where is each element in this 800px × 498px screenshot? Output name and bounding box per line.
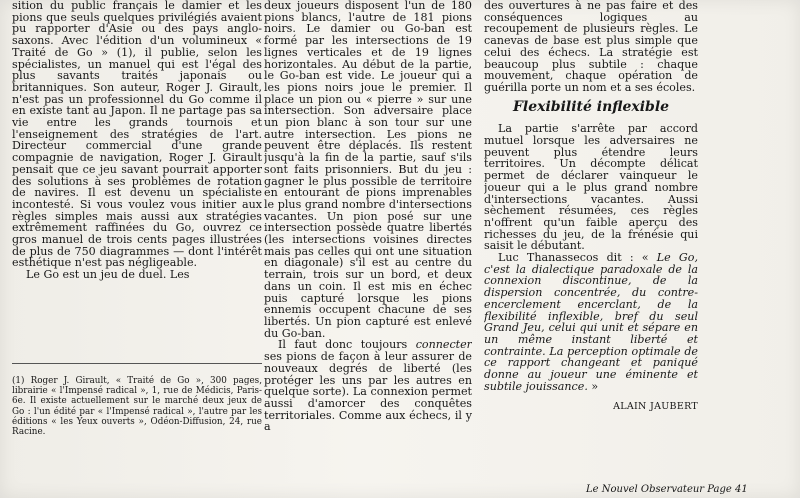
footnote-divider <box>12 363 262 364</box>
author-signature: ALAIN JAUBERT <box>613 400 698 412</box>
column-2-paragraph-2-rest: ses pions de façon à leur assurer de nouveaux degrés de liberté (les protéger les uns par les autres en quelque sorte). La connexion permet aussi d'amorcer des conquêtes territoriales. Comme aux échecs, il y a <box>264 350 472 434</box>
column-2-paragraph-1: deux joueurs disposent l'un de 180 pions blancs, l'autre de 181 pions noirs. Le damier ou Go-ban est formé par les intersections de 19 lignes verticales et de 19 lignes horizontales. Au début de la partie, le Go-ban est vide. Le joueur qui a les pions noirs joue le premier. Il place un pion ou « pierre » sur une intersection. Son adversaire place un pion blanc à son tour sur une autre intersection. Les pions ne peuvent être déplacés. Ils restent jusqu'à la fin de la partie, sauf s'ils sont faits prisonniers. But du jeu : gagner le plus possible de territoire en entourant de pions imprenables le plus grand nombre d'intersections vacantes. Un pion posé sur une intersection possède quatre libertés (les intersections voisines directes mais pas celles qui ont une situation en diagonale) s'il est au centre du terrain, trois sur un bord, et deux dans un coin. Il est mis en échec puis capturé lorsque les pions ennemis occupent chacune de ses libertés. Un pion capturé est enlevé du Go-ban. <box>264 0 472 340</box>
article-column-3 <box>484 0 698 470</box>
article-column-2 <box>264 0 472 470</box>
page-footer: Le Nouvel Observateur Page 41 <box>586 484 748 495</box>
column-2-paragraph-2 <box>264 339 472 433</box>
footnote <box>12 376 262 437</box>
column-1-paragraph-2: Le Go est un jeu de duel. Les <box>26 268 190 282</box>
column-3-paragraph-2: La partie s'arrête par accord mutuel lorsque les adversaires ne peuvent plus étendre leurs territoires. Un décompte délicat permet de déclarer vainqueur le joueur qui a le plus grand nombre d'intersections vacantes. Aussi sèchement résumées, ces règles n'offrent qu'un faible aperçu des richesses du jeu, de la frénésie qui saisit le débutant. <box>484 122 698 253</box>
column-3-paragraph-1: des ouvertures à ne pas faire et des conséquences logiques au recoupement de plusieurs règles. Le canevas de base est plus simple que celui des échecs. La stratégie est beaucoup plus subtile : chaque mouvement, chaque opération de guérilla porte un nom et a ses écoles. <box>484 0 698 94</box>
quote-intro: Luc Thanassecos dit : « <box>498 251 657 265</box>
column-3-quote-paragraph <box>484 252 698 392</box>
quote-close: » <box>587 379 599 393</box>
article-column-1 <box>12 0 262 360</box>
connecter-emphasis: connecter <box>415 338 472 352</box>
quote-text: Le Go, c'est la dialectique paradoxale de la connexion discontinue, de la dispersion concentrée, du contre-encerclement encerclant, de la flexibilité inflexible, bref du seul Grand Jeu, celui qui unit et sépare en un même instant liberté et contrainte. La perception optimale de ce rapport changeant et paniqué donne au joueur une éminente et subtile jouissance. <box>484 251 698 393</box>
footnote-text: (1) Roger J. Girault, « Traité de Go », 300 pages, librairie « l'Impensé radical », 1, rue de Médicis, Paris-6e. Il existe actuellement sur le marché deux jeux de Go : l'un édité par « l'Impensé radical », l'autre par les éditions « les Yeux ouverts », Odéon-Diffusion, 24, rue Racine. <box>12 376 262 438</box>
section-heading: Flexibilité inflexible <box>512 98 670 115</box>
column-2-paragraph-2-start: Il faut donc toujours <box>278 338 416 352</box>
column-1-paragraph-1: sition du public français le damier et les pions que seuls quelques privilégiés avaient pu rapporter d'Asie ou des pays anglo-saxons. Avec l'édition d'un volumineux « Traité de Go » (1), il publie, selon les spécialistes, un manuel qui est l'égal des plus savants traités japonais ou britanniques. Son auteur, Roger J. Girault, n'est pas un professionnel du Go comme il en existe tant au Japon. Il ne partage pas sa vie entre les grands tournois et l'enseignement des stratégies de l'art. Directeur commercial d'une grande compagnie de navigation, Roger J. Girault pensait que ce jeu savant pourrait apporter des solutions à ses problèmes de rotation de navires. Il est devenu un spécialiste incontesté. Si vous voulez vous initier aux règles simples mais aussi aux stratégies extrêmement raffinées du Go, ouvrez ce gros manuel de trois cents pages illustrées de plus de 750 diagrammes — dont l'intérêt esthétique n'est pas négligeable. <box>12 0 262 270</box>
